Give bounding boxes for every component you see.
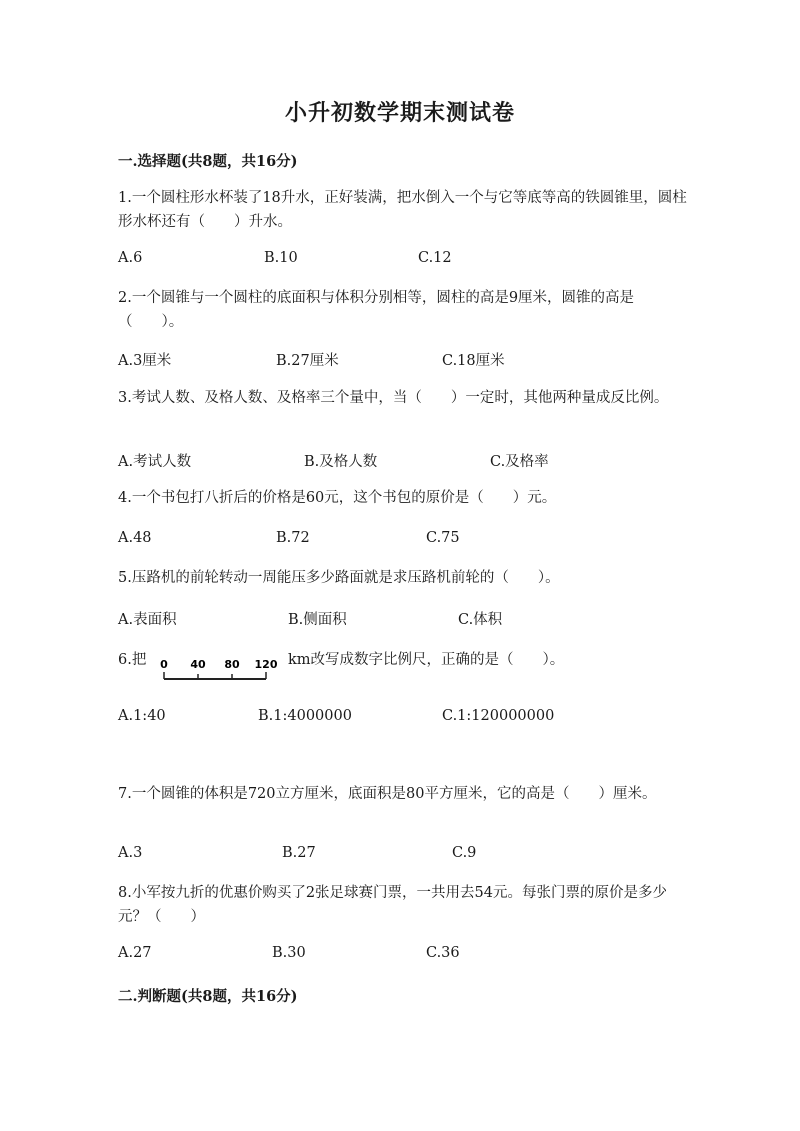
question-5: 5.压路机的前轮转动一周能压多少路面就是求压路机前轮的（ ）。 (118, 570, 560, 586)
q2-option-b[interactable]: B.27厘米 (276, 353, 339, 369)
q2-option-a[interactable]: A.3厘米 (118, 353, 172, 369)
scale-label-80: 80 (224, 658, 240, 671)
q1-option-a[interactable]: A.6 (118, 250, 143, 266)
question-1: 1.一个圆柱形水杯装了18升水，正好装满，把水倒入一个与它等底等高的铁圆锥里，圆柱形水杯还有（ ）升水。 (118, 190, 687, 230)
q5-option-c[interactable]: C.体积 (458, 612, 503, 628)
q5-option-a[interactable]: A.表面积 (118, 612, 177, 628)
section-heading-judgement: 二.判断题(共8题，共16分) (118, 988, 298, 1005)
q5-option-b[interactable]: B.侧面积 (288, 612, 347, 628)
scale-label-40: 40 (190, 658, 206, 671)
question-8: 8.小军按九折的优惠价购买了2张足球赛门票，一共用去54元。每张门票的原价是多少元？（ ） (118, 885, 668, 925)
q7-option-a[interactable]: A.3 (118, 845, 143, 861)
q4-option-a[interactable]: A.48 (118, 530, 152, 546)
q6-option-a[interactable]: A.1:40 (118, 708, 166, 724)
question-4: 4.一个书包打八折后的价格是60元，这个书包的原价是（ ）元。 (118, 490, 557, 506)
q2-option-c[interactable]: C.18厘米 (442, 353, 505, 369)
section-heading-choice: 一.选择题(共8题，共16分) (118, 153, 298, 170)
q3-option-b[interactable]: B.及格人数 (304, 454, 378, 470)
question-2: 2.一个圆锥与一个圆柱的底面积与体积分别相等，圆柱的高是9厘米，圆锥的高是（ ）。 (118, 290, 635, 330)
q3-option-a[interactable]: A.考试人数 (118, 454, 192, 470)
q4-option-c[interactable]: C.75 (426, 530, 460, 546)
scale-label-0: 0 (160, 658, 168, 671)
scale-label-120: 120 (254, 658, 278, 671)
q3-option-c[interactable]: C.及格率 (490, 454, 549, 470)
question-7: 7.一个圆锥的体积是720立方厘米，底面积是80平方厘米，它的高是（ ）厘米。 (118, 786, 657, 802)
q4-option-b[interactable]: B.72 (276, 530, 310, 546)
question-6-suffix: km改写成数字比例尺，正确的是（ ）。 (288, 652, 565, 668)
q8-option-a[interactable]: A.27 (118, 945, 152, 961)
q1-option-c[interactable]: C.12 (418, 250, 452, 266)
question-3: 3.考试人数、及格人数、及格率三个量中，当（ ）一定时，其他两种量成反比例。 (118, 390, 669, 406)
q6-option-b[interactable]: B.1:4000000 (258, 708, 352, 724)
question-6-prefix: 6.把 (118, 652, 147, 668)
q1-option-b[interactable]: B.10 (264, 250, 298, 266)
q6-option-c[interactable]: C.1:120000000 (442, 708, 555, 724)
q8-option-c[interactable]: C.36 (426, 945, 460, 961)
q7-option-b[interactable]: B.27 (282, 845, 316, 861)
scale-bar-svg (160, 656, 280, 684)
q7-option-c[interactable]: C.9 (452, 845, 477, 861)
page-title: 小升初数学期末测试卷 (284, 100, 515, 126)
q8-option-b[interactable]: B.30 (272, 945, 306, 961)
scale-bar-figure (160, 656, 280, 684)
